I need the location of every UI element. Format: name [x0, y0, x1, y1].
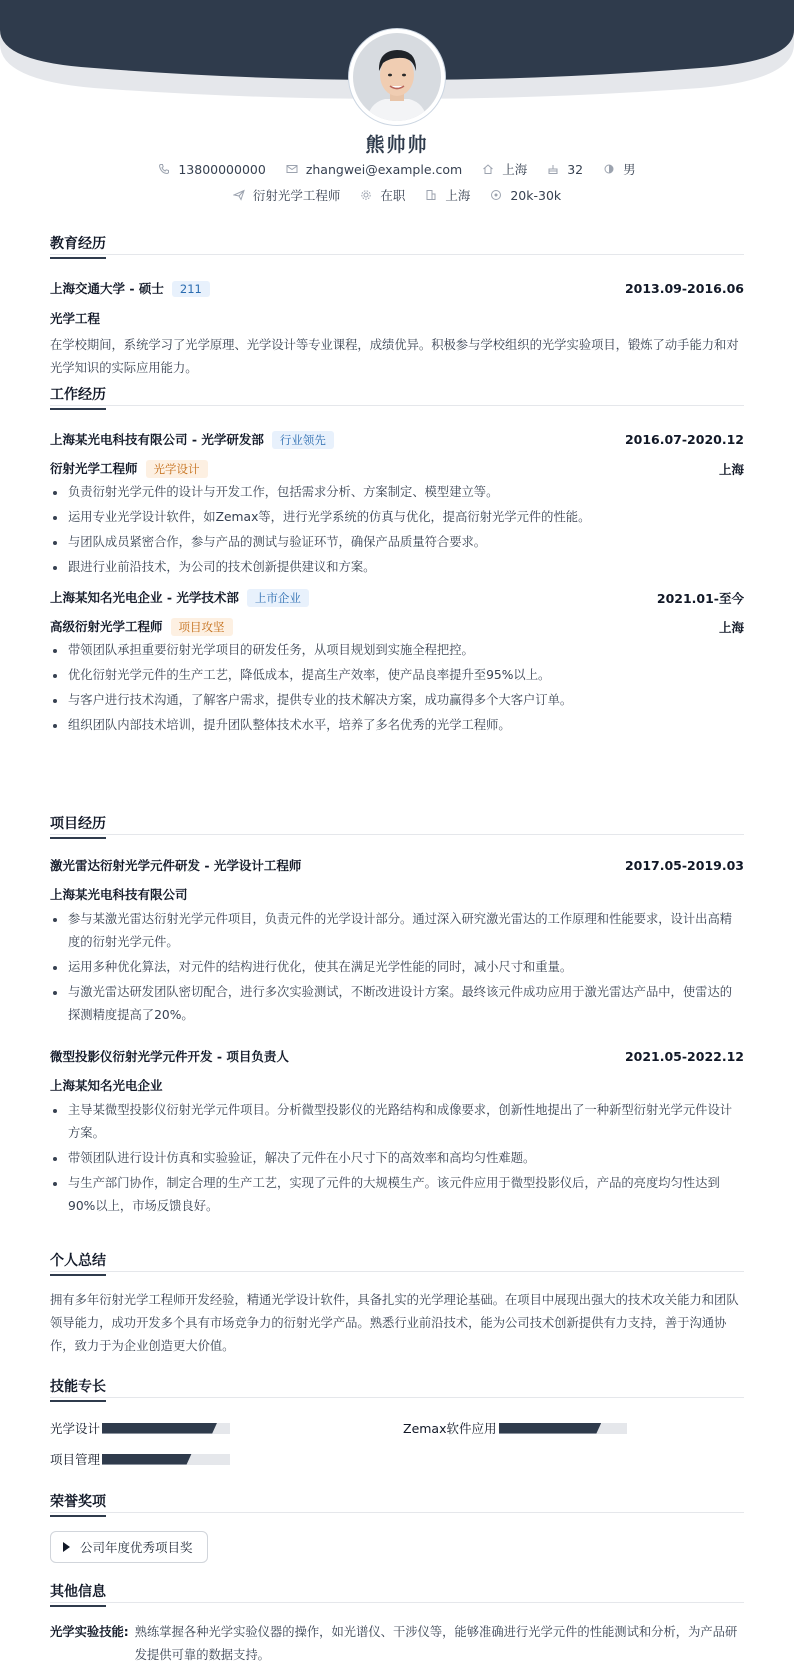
location-text: 上海 [502, 162, 528, 177]
list-item: 参与某激光雷达衍射光学元件项目，负责元件的光学设计部分。通过深入研究激光雷达的工作原理和性能要求，设计出高精度的衍射光学元件。 [50, 908, 744, 954]
work-0-role-row [50, 459, 744, 478]
status-info [360, 186, 405, 204]
gear-icon [360, 189, 372, 201]
list-item: 带领团队承担重要衍射光学项目的研发任务，从项目规划到实施全程把控。 [50, 639, 744, 662]
contact-info-row [0, 160, 794, 178]
avatar-illustration [353, 33, 441, 121]
work-1-duties [50, 639, 744, 739]
age-info [547, 162, 583, 177]
target-city-text: 上海 [445, 188, 471, 203]
section-title-other: 其他信息 [50, 1581, 744, 1603]
award-label: 公司年度优秀项目奖 [80, 1540, 193, 1555]
skill-name: Zemax软件应用 [403, 1421, 497, 1436]
work-1-header [50, 588, 744, 607]
section-title-skills: 技能专长 [50, 1376, 744, 1398]
work-1-role: 高级衍射光学工程师 [50, 619, 163, 634]
section-title-projects: 项目经历 [50, 813, 744, 835]
other-info-item [50, 1621, 744, 1667]
project-1-details [50, 1099, 744, 1220]
work-0-header [50, 430, 744, 449]
section-title-awards: 荣誉奖项 [50, 1491, 744, 1513]
education-description: 在学校期间，系统学习了光学原理、光学设计等专业课程，成绩优异。积极参与学校组织的光学实验项目，锻炼了动手能力和对光学知识的实际应用能力。 [50, 338, 739, 375]
award-item[interactable] [50, 1531, 208, 1563]
work-0-role-tag: 光学设计 [146, 460, 208, 478]
list-item: 跟进行业前沿技术，为公司的技术创新提供建议和方案。 [50, 556, 744, 579]
play-icon [63, 1542, 70, 1552]
education-period: 2013.09-2016.06 [624, 280, 744, 296]
education-major: 光学工程 [50, 311, 101, 326]
work-1-company-group [50, 588, 309, 607]
avatar [349, 29, 445, 125]
phone-text: 13800000000 [178, 161, 266, 177]
candidate-name: 熊帅帅 [365, 134, 429, 156]
skill-bar [102, 1454, 230, 1465]
other-info-key: 光学实验技能: [50, 1625, 129, 1639]
work-1-city: 上海 [718, 619, 744, 635]
work-1-role-group [50, 617, 233, 636]
project-0-details [50, 908, 744, 1029]
skill-item [50, 1450, 230, 1468]
skill-item [403, 1419, 627, 1437]
project-0-header [50, 856, 744, 874]
project-1-period: 2021.05-2022.12 [624, 1048, 744, 1064]
salary-info [490, 188, 561, 203]
home-icon [482, 163, 494, 175]
coin-icon [490, 189, 502, 201]
skill-name: 项目管理 [50, 1452, 101, 1467]
skill-bar [499, 1423, 627, 1434]
project-1-header [50, 1047, 744, 1065]
list-item: 与生产部门协作，制定合理的生产工艺，实现了元件的大规模生产。该元件应用于微型投影仪后，产品的亮度均匀性达到90%以上，市场反馈良好。 [50, 1172, 744, 1218]
other-info-value: 熟练掌握各种光学实验仪器的操作，如光谱仪、干涉仪等，能够准确进行光学元件的性能测试和分析，为产品研发提供可靠的数据支持。 [134, 1625, 738, 1662]
work-1-role-tag: 项目攻坚 [171, 618, 233, 636]
work-1-company-tag: 上市企业 [247, 589, 309, 607]
gender-icon [603, 163, 615, 175]
education-school-group [50, 279, 210, 297]
work-0-duties [50, 481, 744, 581]
work-1-role-row [50, 617, 744, 636]
project-0-title: 激光雷达衍射光学元件研发 - 光学设计工程师 [50, 858, 302, 873]
project-1-company-row [50, 1076, 744, 1094]
list-item: 运用多种优化算法，对元件的结构进行优化，使其在满足光学性能的同时，减小尺寸和重量。 [50, 956, 744, 979]
list-item: 主导某微型投影仪衍射光学元件项目。分析微型投影仪的光路结构和成像要求，创新性地提出了一种新型衍射光学元件设计方案。 [50, 1099, 744, 1145]
list-item: 与团队成员紧密合作，参与产品的测试与验证环节，确保产品质量符合要求。 [50, 531, 744, 554]
work-1-company: 上海某知名光电企业 - 光学技术部 [50, 590, 239, 605]
target-city-info [425, 186, 470, 204]
skill-bar-fill [102, 1454, 192, 1465]
skill-bar [102, 1423, 230, 1434]
skill-name: 光学设计 [50, 1421, 101, 1436]
education-major-row [50, 309, 744, 327]
paper-plane-icon [233, 189, 245, 201]
education-header [50, 279, 744, 297]
work-0-period: 2016.07-2020.12 [624, 432, 744, 447]
mail-icon [286, 163, 298, 175]
list-item: 带领团队进行设计仿真和实验验证，解决了元件在小尺寸下的高效率和高均匀性难题。 [50, 1147, 744, 1170]
summary-text: 拥有多年衍射光学工程师开发经验，精通光学设计软件，具备扎实的光学理论基础。在项目中展现出强大的技术攻关能力和团队领导能力，成功开发多个具有市场竞争力的衍射光学产品。熟悉行业前沿技术，能为公司技术创新提供有力支持，善于沟通协作，致力于为企业创造更大价值。 [50, 1293, 739, 1353]
skill-bar-fill [499, 1423, 601, 1434]
status-text: 在职 [380, 188, 406, 203]
skill-item [50, 1419, 230, 1437]
work-0-city: 上海 [718, 461, 744, 477]
age-text: 32 [567, 161, 584, 177]
section-title-summary: 个人总结 [50, 1250, 744, 1272]
gender-info [603, 160, 636, 178]
building-icon [425, 189, 437, 201]
salary-text: 20k-30k [510, 187, 562, 203]
gender-text: 男 [623, 162, 636, 177]
list-item: 组织团队内部技术培训，提升团队整体技术水平，培养了多名优秀的光学工程师。 [50, 714, 744, 737]
project-1-company: 上海某知名光电企业 [50, 1078, 163, 1093]
project-0-company: 上海某光电科技有限公司 [50, 887, 188, 902]
position-info [233, 186, 341, 204]
position-text: 衍射光学工程师 [252, 188, 341, 203]
section-title-work: 工作经历 [50, 384, 744, 406]
work-0-role: 衍射光学工程师 [50, 461, 138, 476]
work-0-company: 上海某光电科技有限公司 - 光学研发部 [50, 432, 264, 447]
project-1-title: 微型投影仪衍射光学元件开发 - 项目负责人 [50, 1049, 289, 1064]
education-tag: 211 [172, 281, 210, 297]
list-item: 运用专业光学设计软件，如Zemax等，进行光学系统的仿真与优化，提高衍射光学元件的性能。 [50, 506, 744, 529]
skill-bar-fill [102, 1423, 217, 1434]
work-0-company-group [50, 430, 334, 449]
email-info [286, 162, 462, 177]
work-0-company-tag: 行业领先 [272, 431, 334, 449]
list-item: 优化衍射光学元件的生产工艺，降低成本，提高生产效率，使产品良率提升至95%以上。 [50, 664, 744, 687]
education-school: 上海交通大学 - 硕士 [50, 281, 164, 296]
work-0-role-group [50, 459, 208, 478]
cake-icon [547, 163, 559, 175]
list-item: 与激光雷达研发团队密切配合，进行多次实验测试，不断改进设计方案。最终该元件成功应用于激光雷达产品中，使雷达的探测精度提高了20%。 [50, 981, 744, 1027]
list-item: 负责衍射光学元件的设计与开发工作，包括需求分析、方案制定、模型建立等。 [50, 481, 744, 504]
email-text: zhangwei@example.com [305, 161, 463, 177]
phone-info [158, 162, 265, 177]
work-1-period: 2021.01-至今 [656, 590, 744, 606]
project-0-period: 2017.05-2019.03 [624, 857, 744, 873]
list-item: 与客户进行技术沟通，了解客户需求，提供专业的技术解决方案，成功赢得多个大客户订单。 [50, 689, 744, 712]
job-info-row [0, 186, 794, 204]
phone-icon [158, 163, 170, 175]
location-info [482, 160, 527, 178]
project-0-company-row [50, 885, 744, 903]
section-title-education: 教育经历 [50, 233, 744, 255]
